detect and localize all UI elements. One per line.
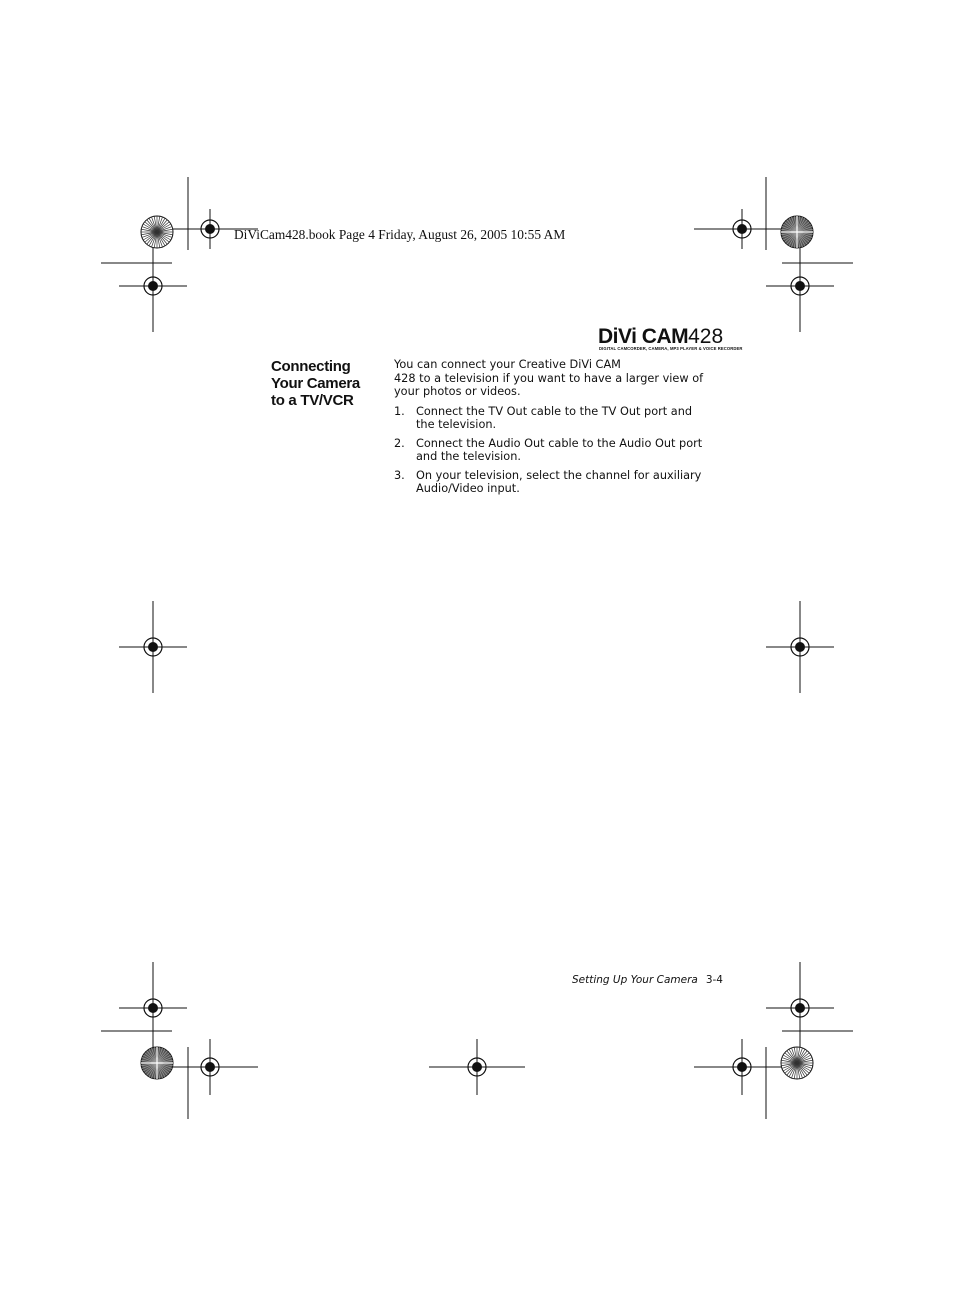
step-text-line-2: and the television.	[416, 450, 521, 463]
color-starburst-icon	[781, 216, 813, 248]
intro-line-1: You can connect your Creative DiVi CAM	[394, 358, 621, 371]
section-heading	[271, 358, 381, 409]
step-text-line-1: On your television, select the channel for auxiliary	[416, 468, 702, 482]
step-number: 2.	[394, 436, 405, 450]
heading-line-2: Your Camera	[271, 375, 360, 392]
heading-line-3: to a TV/VCR	[271, 392, 354, 409]
color-starburst-icon	[781, 1047, 813, 1079]
step-text-line-2: the television.	[416, 418, 497, 431]
step-text-line-2: Audio/Video input.	[416, 482, 520, 495]
registration-target-icon	[766, 962, 834, 1054]
color-starburst-icon	[141, 216, 173, 248]
intro-line-3: your photos or videos.	[394, 385, 521, 398]
page-footer	[572, 974, 723, 986]
logo-wordmark	[598, 326, 723, 348]
registration-target-icon	[119, 962, 187, 1054]
logo-tagline: DIGITAL CAMCORDER, CAMERA, MP3 PLAYER & VOICE RECORDER	[599, 346, 743, 351]
step-text-line-1: Connect the TV Out cable to the TV Out port and	[416, 404, 693, 418]
footer-page-number: 3-4	[705, 974, 723, 986]
registration-target-icon	[766, 240, 834, 332]
step-text-line-1: Connect the Audio Out cable to the Audio Out port	[416, 436, 703, 450]
intro-paragraph	[394, 358, 714, 399]
registration-target-icon	[694, 209, 790, 249]
logo-brand: DiVi CAM	[598, 325, 689, 348]
registration-target-icon	[162, 1039, 258, 1095]
color-starburst-icon	[141, 1047, 173, 1079]
heading-line-1: Connecting	[271, 358, 351, 375]
divicam-logo	[598, 325, 743, 352]
step-item	[394, 437, 714, 464]
step-item	[394, 469, 714, 496]
registration-target-icon	[429, 1039, 525, 1095]
step-number: 3.	[394, 468, 405, 482]
footer-chapter: Setting Up Your Camera	[572, 974, 698, 986]
registration-target-icon	[119, 240, 187, 332]
registration-target-icon	[694, 1039, 790, 1095]
step-number: 1.	[394, 404, 405, 418]
section-body	[394, 358, 714, 501]
steps-list	[394, 405, 714, 496]
registration-target-icon	[119, 601, 187, 693]
file-info-header: DiViCam428.book Page 4 Friday, August 26, 2005 10:55 AM	[234, 227, 566, 242]
logo-model: 428	[688, 325, 724, 348]
intro-line-2: 428 to a television if you want to have a larger view of	[394, 371, 704, 385]
step-item	[394, 405, 714, 432]
registration-target-icon	[766, 601, 834, 693]
